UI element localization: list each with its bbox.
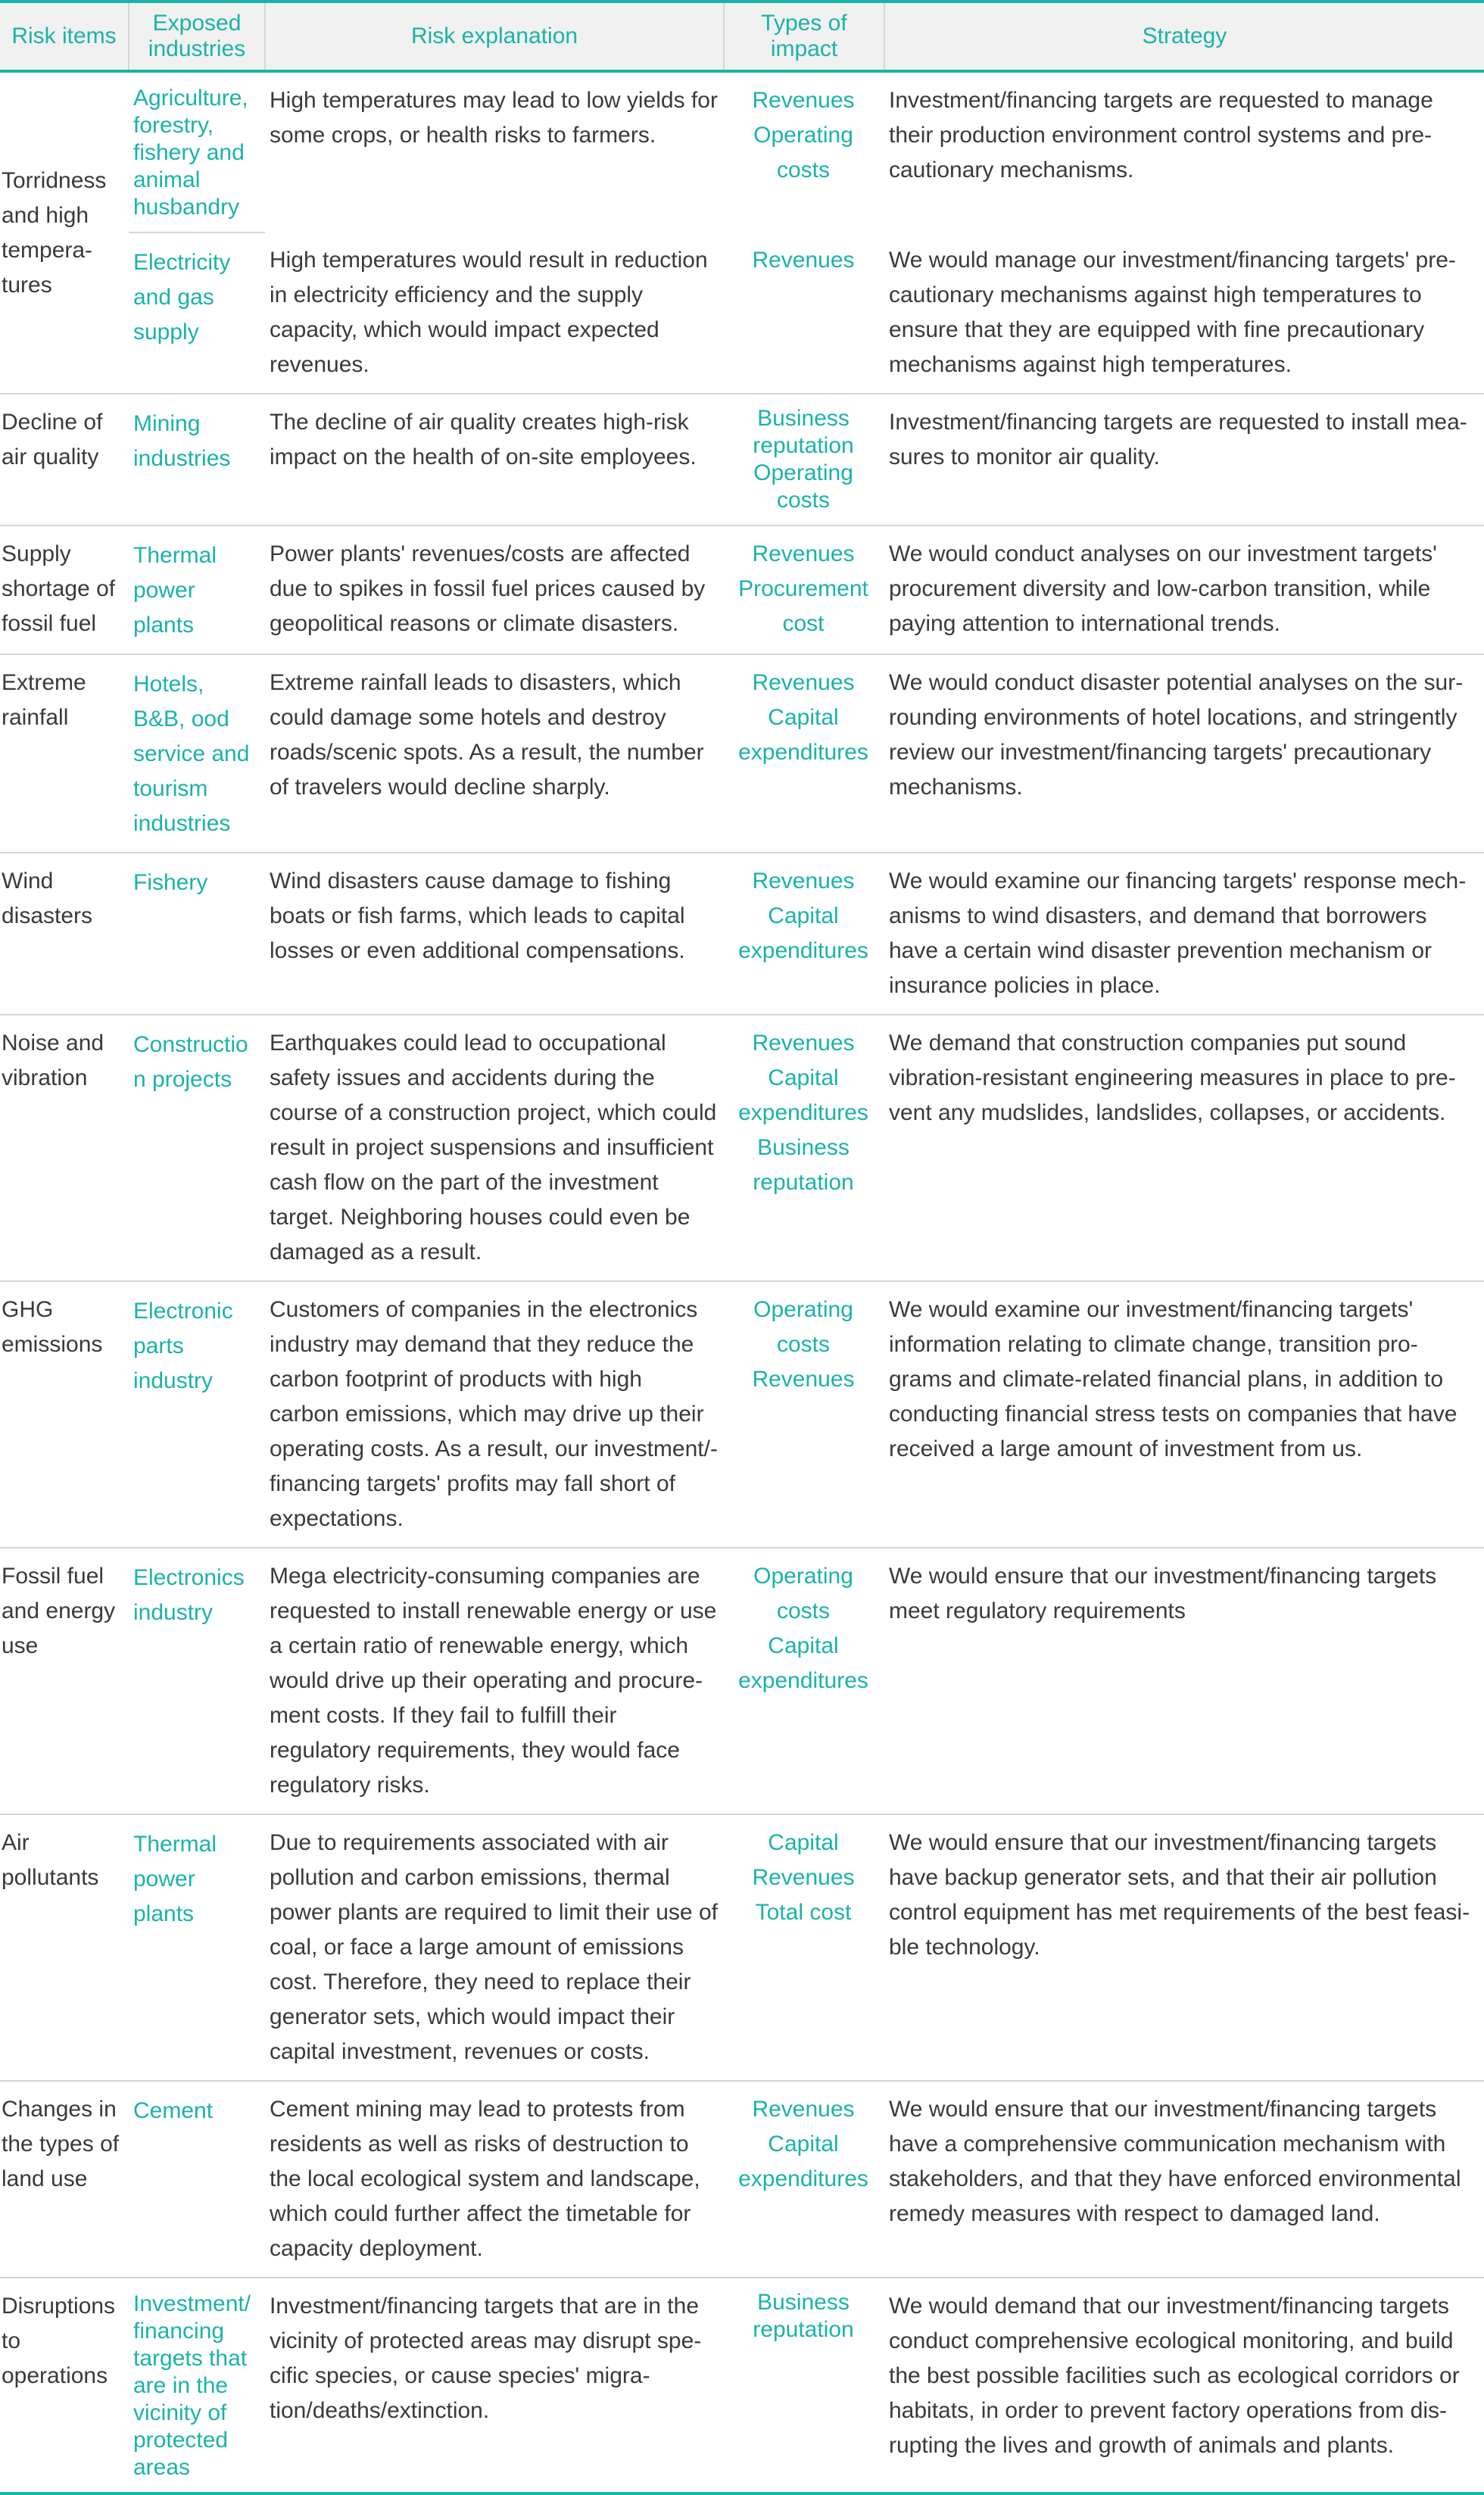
strategy: We would conduct disaster potential analyses on the sur-rounding environments of hotel locations, and stringently review our investment/financing targets' precautionary mechanisms. xyxy=(884,654,1484,853)
header-risk-items: Risk items xyxy=(0,2,129,71)
impact-type: Revenues xyxy=(752,1367,855,1392)
exposed-industry: Investment/ financing targets that are in the vicinity of protected areas xyxy=(129,2278,265,2493)
impact-types xyxy=(724,1814,884,2081)
exposed-industry: Electricity and gas supply xyxy=(129,232,265,394)
impact-type: Revenues xyxy=(752,2097,855,2122)
impact-type: Operating costs xyxy=(753,1297,853,1357)
impact-type: Operating costs xyxy=(753,460,853,513)
exposed-industry: Cement xyxy=(129,2081,265,2278)
strategy: We would manage our investment/financing targets' pre-cautionary mechanisms against high temperatures to ensure that they are equipped with fine precautionary mechanisms against high temperatures. xyxy=(884,232,1484,394)
impact-types xyxy=(724,526,884,654)
impact-types xyxy=(724,2278,884,2493)
strategy: We would demand that our investment/financing targets conduct comprehensive ecological monitoring, and build the best possible facilities such as ecological corridors or habitats, in order to prevent factory operations from dis-rupting the lives and growth of animals and plants. xyxy=(884,2278,1484,2493)
impact-type: Capital xyxy=(768,1830,839,1855)
table-row xyxy=(0,232,1484,394)
table-row xyxy=(0,1015,1484,1281)
exposed-industry: Electronics industry xyxy=(129,1548,265,1814)
table-row xyxy=(0,1281,1484,1548)
impact-types xyxy=(724,654,884,853)
strategy: We would ensure that our investment/financing targets meet regulatory requirements xyxy=(884,1548,1484,1814)
impact-types xyxy=(724,1281,884,1548)
impact-type: Revenues xyxy=(752,869,855,894)
risk-item: Noise and vibration xyxy=(0,1015,129,1281)
risk-item: Extreme rainfall xyxy=(0,654,129,853)
table-body xyxy=(0,71,1484,2493)
impact-type: Total cost xyxy=(755,1900,852,1925)
risk-item: Disruptions to operations xyxy=(0,2278,129,2493)
impact-type: Capital expenditures xyxy=(738,1633,868,1693)
strategy: We demand that construction companies put sound vibration-resistant engineering measures in place to pre-vent any mudslides, landslides, collapses, or accidents. xyxy=(884,1015,1484,1281)
impact-type: Capital expenditures xyxy=(738,2132,868,2191)
impact-types xyxy=(724,1548,884,1814)
strategy: We would examine our investment/financing targets' information relating to climate change, transition pro-grams and climate-related financial plans, in addition to conducting financial stress tests on companies that have received a large amount of investment from us. xyxy=(884,1281,1484,1548)
exposed-industry: Fishery xyxy=(129,853,265,1015)
risk-explanation: Power plants' revenues/costs are affected due to spikes in fossil fuel prices caused by geopolitical reasons or climate disasters. xyxy=(265,526,724,654)
table-row xyxy=(0,71,1484,232)
impact-types xyxy=(724,71,884,232)
header-risk-explanation: Risk explanation xyxy=(265,2,724,71)
risk-explanation: Investment/financing targets that are in the vicinity of protected areas may disrupt spe-cific species, or cause species' migra-tion/deaths/extinction. xyxy=(265,2278,724,2493)
table-row xyxy=(0,1814,1484,2081)
impact-types xyxy=(724,394,884,526)
exposed-industry: Agriculture, forestry, fishery and animal husbandry xyxy=(129,71,265,232)
risk-explanation: The decline of air quality creates high-risk impact on the health of on-site employees. xyxy=(265,394,724,526)
header-types-of-impact: Types of impact xyxy=(724,2,884,71)
strategy: We would examine our financing targets' response mech-anisms to wind disasters, and demand that borrowers have a certain wind disaster prevention mechanism or insurance policies in place. xyxy=(884,853,1484,1015)
risk-explanation: Due to requirements associated with air pollution and carbon emissions, thermal power plants are required to limit their use of coal, or face a large amount of emissions cost. Therefore, they need to replace their generator sets, which would impact their capital investment, revenues or costs. xyxy=(265,1814,724,2081)
table-row xyxy=(0,526,1484,654)
risk-item: Changes in the types of land use xyxy=(0,2081,129,2278)
risk-explanation: Wind disasters cause damage to fishing boats or fish farms, which leads to capital losses or even additional compensations. xyxy=(265,853,724,1015)
table-header xyxy=(0,2,1484,71)
exposed-industry: Mining industries xyxy=(129,394,265,526)
risk-item: Air pollutants xyxy=(0,1814,129,2081)
impact-type: Business reputation xyxy=(753,2290,854,2342)
strategy: We would ensure that our investment/financing targets have a comprehensive communication mechanism with stakeholders, and that they have enforced environmental remedy measures with respect to damaged land. xyxy=(884,2081,1484,2278)
strategy: We would conduct analyses on our investment targets' procurement diversity and low-carbon transition, while paying attention to international trends. xyxy=(884,526,1484,654)
exposed-industry: Hotels, B&B, ood service and tourism industries xyxy=(129,654,265,853)
table-row xyxy=(0,853,1484,1015)
risk-item: Decline of air quality xyxy=(0,394,129,526)
impact-type: Capital expenditures xyxy=(738,705,868,765)
risk-explanation: Mega electricity-consuming companies are requested to install renewable energy or use a certain ratio of renewable energy, which would drive up their operating and procure-ment costs. If they fail to fulfill their regulatory requirements, they would face regulatory risks. xyxy=(265,1548,724,1814)
strategy: We would ensure that our investment/financing targets have backup generator sets, and that their air pollution control equipment has met requirements of the best feasi-ble technology. xyxy=(884,1814,1484,2081)
impact-types xyxy=(724,2081,884,2278)
table-row xyxy=(0,2081,1484,2278)
table-row xyxy=(0,1548,1484,1814)
risk-item: Supply shortage of fossil fuel xyxy=(0,526,129,654)
risk-item: Wind disasters xyxy=(0,853,129,1015)
impact-types xyxy=(724,1015,884,1281)
strategy: Investment/financing targets are requested to manage their production environment control systems and pre-cautionary mechanisms. xyxy=(889,88,1433,182)
risk-item: Torridness and high tempera-tures xyxy=(0,71,129,394)
impact-type: Revenues xyxy=(752,1031,855,1056)
impact-type: Revenues xyxy=(752,88,855,113)
risk-explanation: Cement mining may lead to protests from residents as well as risks of destruction to the local ecological system and landscape, which could further affect the timetable for capacity deployment. xyxy=(265,2081,724,2278)
impact-types xyxy=(724,232,884,394)
impact-type: Revenues xyxy=(752,541,855,566)
strategy: Investment/financing targets are requested to install mea-sures to monitor air quality. xyxy=(884,394,1484,526)
impact-type: Procurement cost xyxy=(738,576,868,636)
table-row xyxy=(0,394,1484,526)
header-strategy: Strategy xyxy=(884,2,1484,71)
impact-type: Business reputation xyxy=(753,1135,854,1195)
impact-type: Operating costs xyxy=(753,123,853,182)
table-row xyxy=(0,2278,1484,2493)
exposed-industry: Thermal power plants xyxy=(129,526,265,654)
exposed-industry: Electronic parts industry xyxy=(129,1281,265,1548)
impact-type: Capital expenditures xyxy=(738,903,868,963)
exposed-industry: Construction projects xyxy=(129,1015,265,1281)
impact-type: Revenues xyxy=(752,1865,855,1890)
impact-type: Revenues xyxy=(752,248,855,273)
risk-explanation: Extreme rainfall leads to disasters, which could damage some hotels and destroy roads/scenic spots. As a result, the number of travelers would decline sharply. xyxy=(265,654,724,853)
impact-type: Operating costs xyxy=(753,1564,853,1623)
impact-type: Business reputation xyxy=(753,406,854,458)
risk-item: Fossil fuel and energy use xyxy=(0,1548,129,1814)
table-row xyxy=(0,654,1484,853)
risk-explanation: High temperatures may lead to low yields for some crops, or health risks to farmers. xyxy=(270,88,718,148)
impact-types xyxy=(724,853,884,1015)
header-exposed-industries: Exposed industries xyxy=(129,2,265,71)
exposed-industry: Thermal power plants xyxy=(129,1814,265,2081)
risk-explanation: Customers of companies in the electronics industry may demand that they reduce the carbon footprint of products with high carbon emissions, which may drive up their operating costs. As a result, our investment/-financing targets' profits may fall short of expectations. xyxy=(265,1281,724,1548)
risk-item: GHG emissions xyxy=(0,1281,129,1548)
header-row xyxy=(0,2,1484,71)
impact-type: Revenues xyxy=(752,670,855,695)
impact-type: Capital expenditures xyxy=(738,1065,868,1125)
risk-explanation: High temperatures would result in reduction in electricity efficiency and the supply capacity, which would impact expected revenues. xyxy=(265,232,724,394)
risk-explanation: Earthquakes could lead to occupational safety issues and accidents during the course of a construction project, which could result in project suspensions and insufficient cash flow on the part of the investment target. Neighboring houses could even be damaged as a result. xyxy=(265,1015,724,1281)
